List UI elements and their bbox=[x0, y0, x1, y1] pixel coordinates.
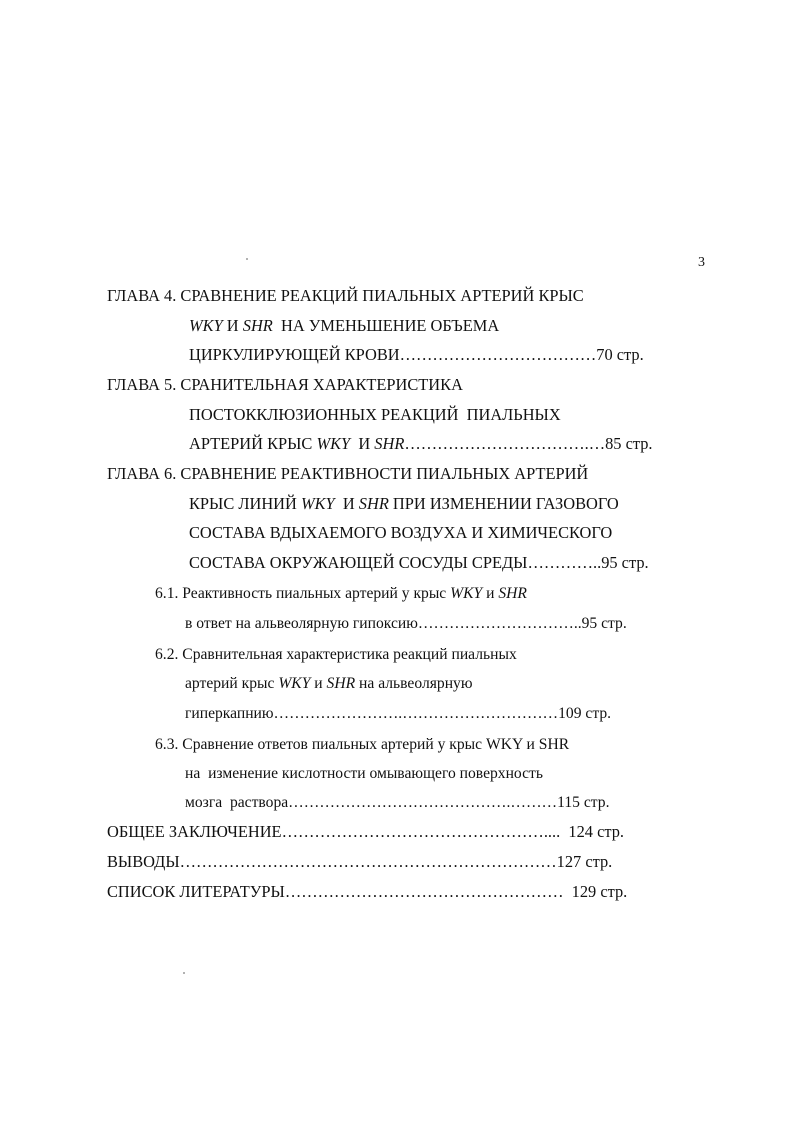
toc-ch4-line1: ГЛАВА 4. СРАВНЕНИЕ РЕАКЦИЙ ПИАЛЬНЫХ АРТЕРИЙ КРЫС bbox=[107, 286, 584, 305]
shr-term: SHR bbox=[242, 316, 273, 335]
toc-s61-line1 bbox=[155, 584, 527, 604]
toc-s62-line1: 6.2. Сравнительная характеристика реакций пиальных bbox=[155, 646, 517, 663]
toc-ch6-line2-prefix: КРЫС ЛИНИЙ bbox=[189, 494, 301, 513]
toc-s63-line3: мозга раствора…………………………………….………115 стр. bbox=[185, 794, 610, 811]
toc-ch5-line3-rest: …………………………….…85 стр. bbox=[404, 434, 653, 453]
wky-term: WKY bbox=[189, 316, 223, 335]
wky-term: WKY bbox=[450, 585, 483, 602]
wky-term: WKY bbox=[316, 434, 351, 453]
shr-term: SHR bbox=[326, 675, 356, 692]
toc-ch6-line2 bbox=[189, 494, 619, 514]
toc-s61-line2: в ответ на альвеолярную гипоксию…………………………..95 стр. bbox=[185, 615, 627, 632]
toc-ch4-line3: ЦИРКУЛИРУЮЩЕЙ КРОВИ………………………………70 стр. bbox=[189, 345, 644, 364]
toc-s63-line1: 6.3. Сравнение ответов пиальных артерий у крыс WKY и SHR bbox=[155, 736, 570, 753]
toc-s63-line2: на изменение кислотности омывающего поверхность bbox=[185, 765, 543, 782]
toc-s62-line2-prefix: артерий крыс bbox=[185, 675, 279, 692]
toc-ch5-line3 bbox=[189, 434, 653, 454]
toc-s62-line2-rest: на альвеолярную bbox=[355, 675, 473, 692]
scan-speck bbox=[183, 972, 185, 974]
toc-ch6-line1: ГЛАВА 6. СРАВНЕНИЕ РЕАКТИВНОСТИ ПИАЛЬНЫХ АРТЕРИЙ bbox=[107, 464, 589, 483]
toc-findings: ВЫВОДЫ……………………………………………………………127 стр. bbox=[107, 852, 613, 871]
conjunction: И bbox=[222, 316, 243, 335]
toc-ch5-line2: ПОСТОККЛЮЗИОННЫХ РЕАКЦИЙ ПИАЛЬНЫХ bbox=[189, 405, 561, 424]
toc-ch5-line1: ГЛАВА 5. СРАНИТЕЛЬНАЯ ХАРАКТЕРИСТИКА bbox=[107, 375, 463, 394]
conjunction: и bbox=[482, 585, 499, 602]
wky-term: WKY bbox=[278, 675, 311, 692]
toc-s61-line1-prefix: 6.1. Реактивность пиальных артерий у крыс bbox=[155, 585, 451, 602]
toc-s62-line2 bbox=[185, 674, 472, 694]
conjunction: И bbox=[350, 434, 375, 453]
wky-term: WKY bbox=[300, 494, 335, 513]
toc-references: СПИСОК ЛИТЕРАТУРЫ…………………………………………… 129 стр. bbox=[107, 882, 628, 901]
shr-term: SHR bbox=[358, 494, 389, 513]
conjunction: и bbox=[310, 675, 327, 692]
toc-ch4-line2 bbox=[189, 316, 499, 336]
shr-term: SHR bbox=[374, 434, 405, 453]
page-number: 3 bbox=[698, 255, 705, 270]
toc-ch4-line2-rest: НА УМЕНЬШЕНИЕ ОБЪЕМА bbox=[272, 316, 500, 335]
toc-ch6-line2-rest: ПРИ ИЗМЕНЕНИИ ГАЗОВОГО bbox=[388, 494, 619, 513]
scan-speck bbox=[246, 258, 248, 260]
toc-ch6-line3: СОСТАВА ВДЫХАЕМОГО ВОЗДУХА И ХИМИЧЕСКОГО bbox=[189, 523, 613, 542]
toc-ch5-line3-prefix: АРТЕРИЙ КРЫС bbox=[189, 434, 317, 453]
conjunction: И bbox=[334, 494, 359, 513]
toc-s62-line3: гиперкапнию…………………….…………………………109 стр. bbox=[185, 705, 612, 722]
shr-term: SHR bbox=[498, 585, 527, 602]
toc-ch6-line4: СОСТАВА ОКРУЖАЮЩЕЙ СОСУДЫ СРЕДЫ…………..95 стр. bbox=[189, 553, 649, 572]
toc-conclusion: ОБЩЕЕ ЗАКЛЮЧЕНИЕ………………………………………….... 124 стр. bbox=[107, 822, 625, 841]
